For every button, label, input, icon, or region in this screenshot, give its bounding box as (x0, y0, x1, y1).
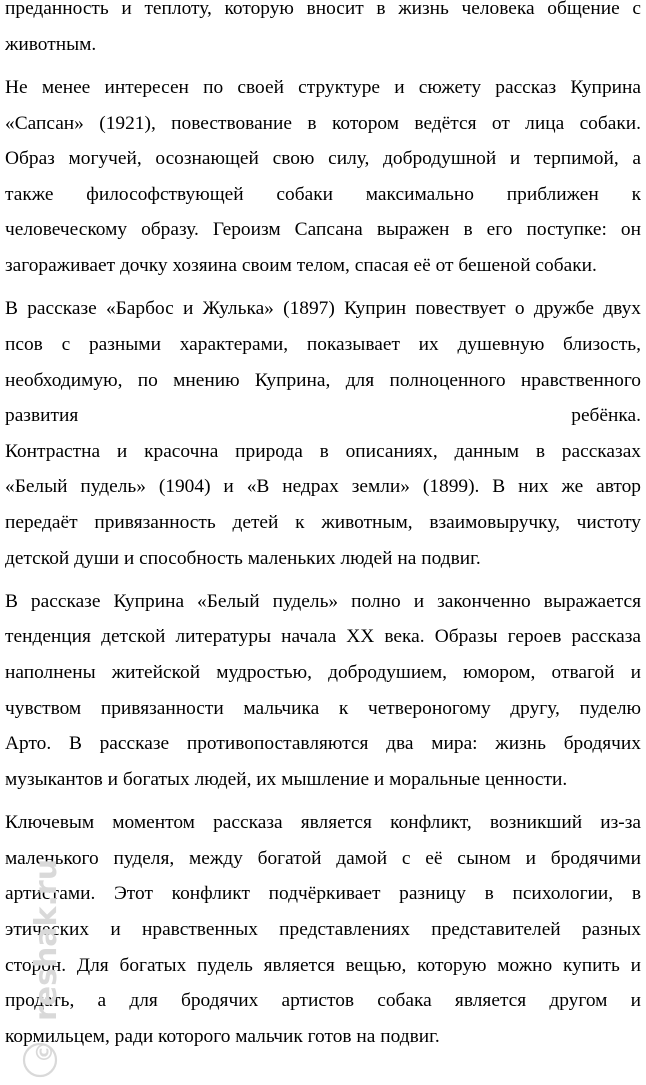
text-line: сторон. Для богатых пудель является вещью, которую можно купить и (5, 954, 641, 976)
text-line: продать, а для бродячих артистов собака является другом и (5, 990, 641, 1012)
paragraph (5, 291, 641, 576)
text-line: этических и нравственных представлениях представителей разных (5, 919, 641, 941)
paragraph (5, 584, 641, 798)
text-line: В рассказе Куприна «Белый пудель» полно и законченно выражается (5, 590, 641, 612)
paragraph (5, 0, 641, 62)
text-line: человеческому образу. Героизм Сапсана выражен в его поступке: он (5, 219, 641, 241)
text-line: маленького пуделя, между богатой дамой с её сыном и бродячими (5, 847, 641, 869)
text-line: чувством привязанности мальчика к четвероногому другу, пуделю (5, 697, 641, 719)
text-line: также философствующей собаки максимально приближен к (5, 183, 641, 205)
text-line: тенденция детской литературы начала XX века. Образы героев рассказа (5, 626, 641, 648)
text-line: музыкантов и богатых людей, их мышление и моральные ценности. (5, 768, 568, 790)
text-line: наполнены житейской мудростью, добродушием, юмором, отвагой и (5, 662, 641, 684)
text-line: загораживает дочку хозяина своим телом, спасая её от бешеной собаки. (5, 254, 597, 276)
text-line: Образ могучей, осознающей свою силу, добродушной и терпимой, а (5, 148, 641, 170)
paragraph-gap (5, 284, 641, 292)
text-line: животным. (5, 33, 97, 55)
text-line: детской души и способность маленьких людей на подвиг. (5, 547, 481, 569)
text-line: преданность и теплоту, которую вносит в жизнь человека общение с (5, 0, 641, 19)
text-line: «Сапсан» (1921), повествование в котором ведётся от лица собаки. (5, 112, 641, 134)
text-line: Контрастна и красочна природа в описаниях, данным в рассказах (5, 440, 641, 462)
text-line: Не менее интересен по своей структуре и сюжету рассказ Куприна (5, 76, 641, 98)
document-page (5, 0, 641, 1054)
paragraph-gap (5, 797, 641, 805)
paragraph-gap (5, 576, 641, 584)
text-line: Арто. В рассказе противопоставляются два мира: жизнь бродячих (5, 733, 641, 755)
text-line: артистами. Этот конфликт подчёркивает разницу в психологии, в (5, 883, 641, 905)
text-line: передаёт привязанность детей к животным, взаимовыручку, чистоту (5, 511, 641, 533)
text-line: развития ребёнка. (5, 405, 641, 427)
paragraph (5, 805, 641, 1054)
copyright-symbol: © (33, 1041, 58, 1063)
text-line: Ключевым моментом рассказа является конфликт, возникший из-за (5, 812, 641, 834)
text-line: «Белый пудель» (1904) и «В недрах земли» (1899). В них же автор (5, 476, 641, 498)
text-line: необходимую, по мнению Куприна, для полноценного нравственного (5, 369, 641, 391)
watermark-text: reshak.ru (29, 858, 64, 1022)
text-line: псов с разными характерами, показывает их душевную близость, (5, 333, 641, 355)
text-line: В рассказе «Барбос и Жулька» (1897) Куприн повествует о дружбе двух (5, 298, 641, 320)
text-line: кормильцем, ради которого мальчик готов на подвиг. (5, 1025, 440, 1047)
paragraph (5, 70, 641, 284)
paragraph-gap (5, 62, 641, 70)
